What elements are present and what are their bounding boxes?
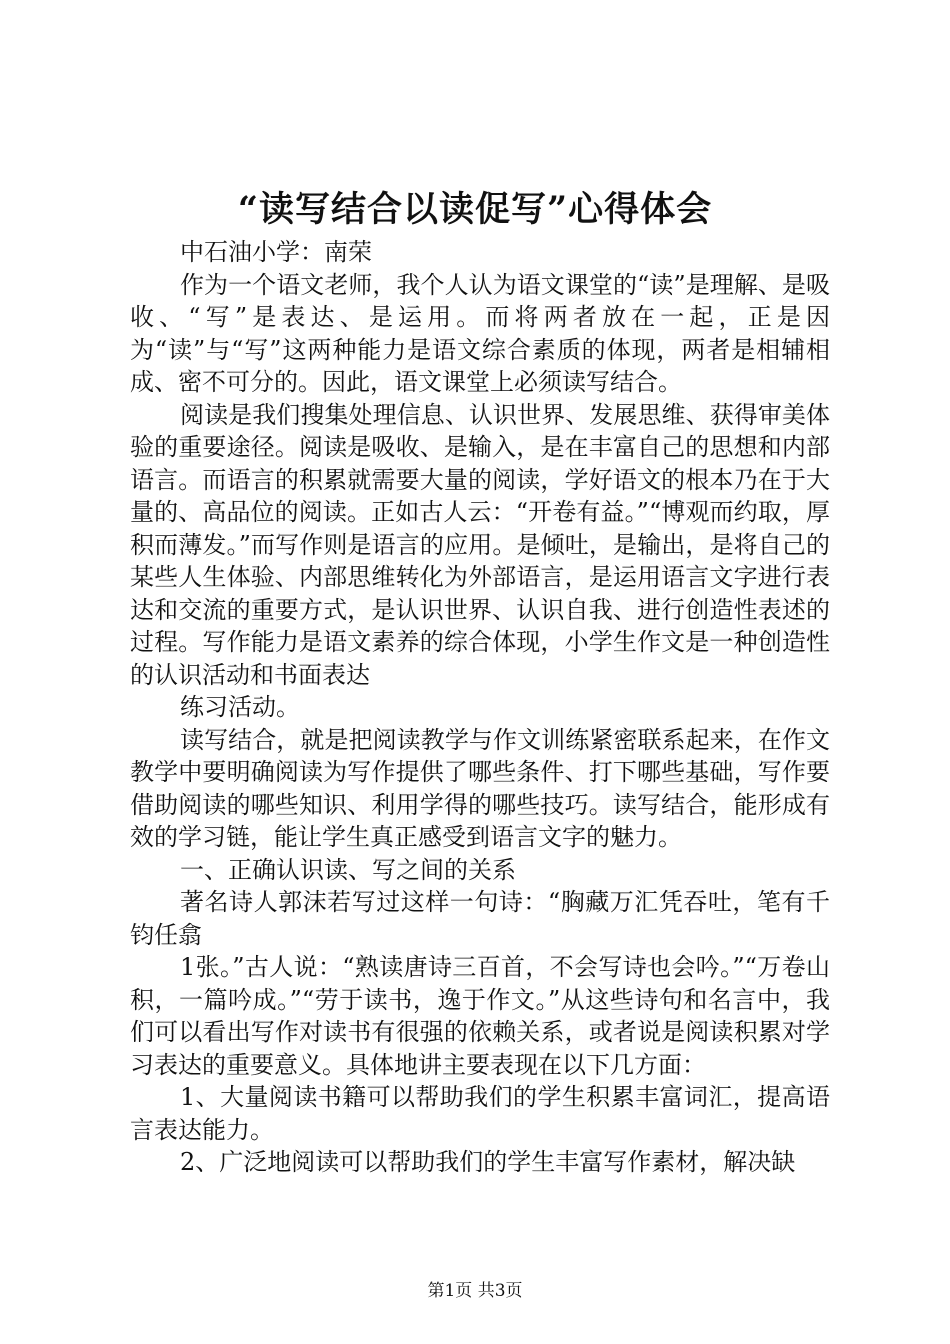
paragraph: 阅读是我们搜集处理信息、认识世界、发展思维、获得审美体验的重要途径。阅读是吸收、是输入，是在丰富自己的思想和内部语言。而语言的积累就需要大量的阅读，学好语文的根本乃在于大量的、高品位的阅读。正如古人云：“开卷有益。”“博观而约取，厚积而薄发。”而写作则是语言的应用。是倾吐，是输出，是将自己的某些人生体验、内部思维转化为外部语言，是运用语言文字进行表达和交流的重要方式，是认识世界、认识自我、进行创造性表述的过程。写作能力是语文素养的综合体现，小学生作文是一种创造性的认识活动和书面表达: [130, 400, 830, 689]
author-line: 中石油小学：南荣: [180, 238, 372, 266]
section-heading: 一、正确认识读、写之间的关系: [180, 855, 516, 884]
paragraph: 作为一个语文老师，我个人认为语文课堂的“读”是理解、是吸收、“写”是表达、是运用。而将两者放在一起，正是因为“读”与“写”这两种能力是语文综合素质的体现，两者是相辅相成、密不可分的。因此，语文课堂上必须读写结合。: [130, 270, 830, 396]
page-footer: 第1页 共3页: [427, 1281, 523, 1301]
paragraph: 读写结合，就是把阅读教学与作文训练紧密联系起来，在作文教学中要明确阅读为写作提供了哪些条件、打下哪些基础，写作要借助阅读的哪些知识、利用学得的哪些技巧。读写结合，能形成有效的学习链，能让学生真正感受到语言文字的魅力。: [130, 725, 830, 851]
paragraph: 著名诗人郭沫若写过这样一句诗：“胸藏万汇凭吞吐，笔有千钧任翕: [130, 888, 830, 949]
document-body: [130, 236, 830, 1179]
document-title: “读写结合以读促写”心得体会: [237, 189, 713, 230]
paragraph: 1张。”古人说：“熟读唐诗三百首，不会写诗也会吟。”“万卷山积，一篇吟成。”“劳于读书，逸于作文。”从这些诗句和名言中，我们可以看出写作对读书有很强的依赖关系，或者说是阅读积累对学习表达的重要意义。具体地讲主要表现在以下几方面：: [130, 953, 830, 1079]
list-item: 1、大量阅读书籍可以帮助我们的学生积累丰富词汇，提高语言表达能力。: [130, 1083, 830, 1144]
list-item: 2、广泛地阅读可以帮助我们的学生丰富写作素材，解决缺: [180, 1148, 796, 1176]
paragraph: 练习活动。: [180, 693, 300, 721]
